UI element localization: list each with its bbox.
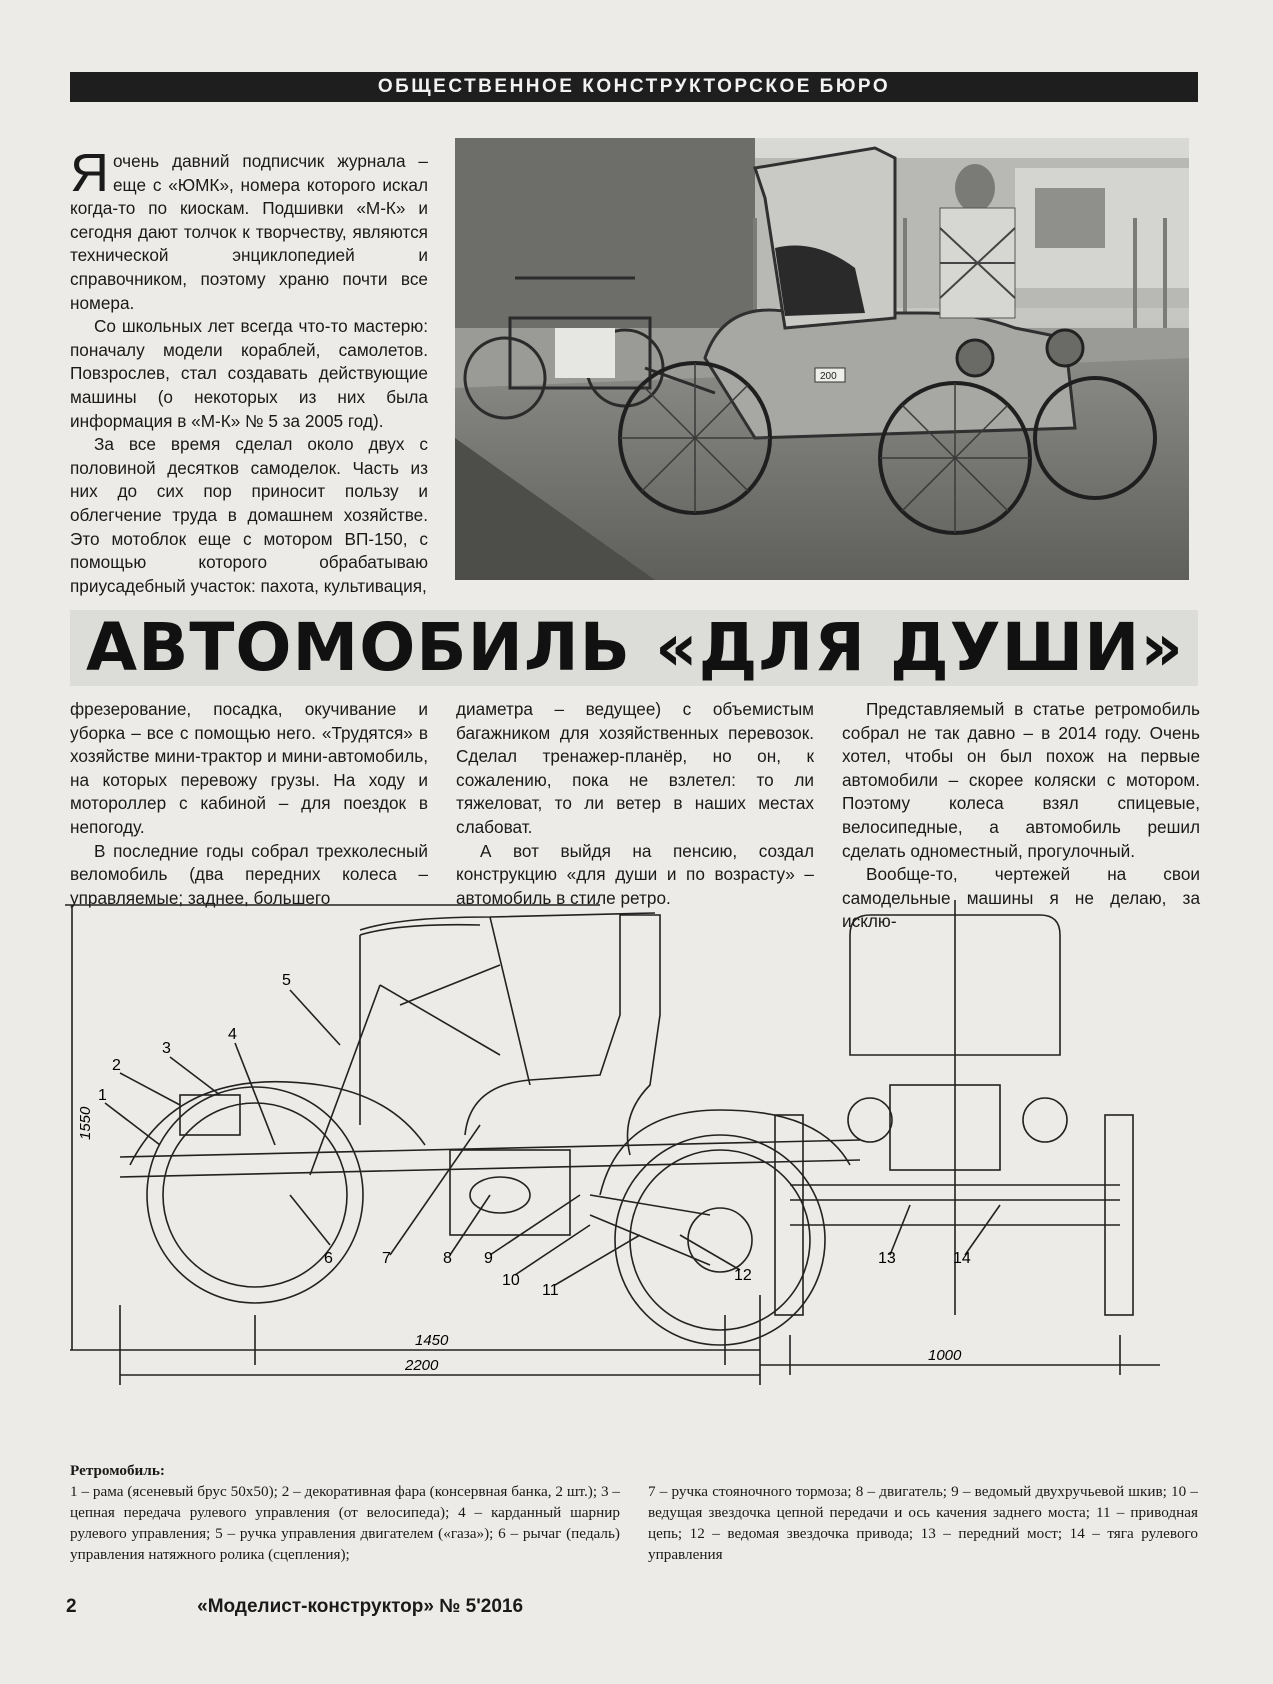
intro-paragraph-3: За все время сделал около двух с половиной десятков самоделок. Часть из них до сих пор приносит пользу и облегчение труда в домашнем хозяйстве. Это мотоблок еще с мотором ВП-150, с помощью которого обрабатываю приусадебный участок: пахота, культивация, bbox=[70, 434, 428, 596]
dim-wheelbase: 1450 bbox=[415, 1332, 449, 1349]
intro-column bbox=[70, 143, 428, 598]
callout-12: 12 bbox=[734, 1267, 752, 1284]
text-column-1 bbox=[70, 698, 428, 910]
callout-1: 1 bbox=[98, 1087, 107, 1104]
caption-heading: Ретромобиль: bbox=[70, 1462, 165, 1479]
footer bbox=[66, 1596, 523, 1618]
technical-drawing bbox=[60, 895, 1210, 1455]
callout-11: 11 bbox=[542, 1282, 559, 1299]
callout-2: 2 bbox=[112, 1057, 121, 1074]
page-number: 2 bbox=[66, 1596, 77, 1617]
callout-7: 7 bbox=[382, 1250, 391, 1267]
column2-paragraph-1: диаметра – ведущее) с объемистым багажником для хозяйственных перевозок. Сделал тренажер-планёр, но он, к сожалению, пока не взлетел: то ли тяжеловат, то ли ветер в наших местах слабоват. bbox=[456, 699, 814, 837]
drawing-svg bbox=[60, 895, 1210, 1455]
text-column-2 bbox=[456, 698, 814, 910]
retro-car-photo bbox=[455, 138, 1189, 580]
callout-14: 14 bbox=[953, 1250, 971, 1267]
column2-paragraph-2: А вот выйдя на пенсию, создал конструкцию «для души и по возрасту» – автомобиль в стиле ретро. bbox=[456, 840, 814, 908]
callout-6: 6 bbox=[324, 1250, 333, 1267]
caption-left-text: 1 – рама (ясеневый брус 50х50); 2 – декоративная фара (консервная банка, 2 шт.); 3 – цепная передача рулевого управления (от велосипеда); 4 – карданный шарнир рулевого управления; 5 – ручка управления двигателем («газа»); 6 – рычаг (педаль) управления натяжного ролика (сцепления); bbox=[70, 1483, 620, 1563]
column1-paragraph-2: В последние годы собрал трехколесный веломобиль (два передних колеса – управляемые; заднее, большего bbox=[70, 840, 428, 908]
article-title: АВТОМОБИЛЬ «ДЛЯ ДУШИ» bbox=[70, 610, 1198, 686]
column3-paragraph-2: Вообще-то, чертежей на свои самодельные машины я не делаю, за исклю- bbox=[842, 864, 1200, 932]
intro-paragraph-1: Яочень давний подписчик журнала – еще с «ЮМК», номера которого искал когда-то по киоскам. Подшивки «М-К» и сегодня дают толчок к творчеству, являются технической энциклопедией и справочником, поэтому храню почти все номера. bbox=[70, 143, 428, 313]
intro-paragraph-2: Со школьных лет всегда что-то мастерю: поначалу модели кораблей, самолетов. Повзрослев, стал создавать действующие машины (о некоторых из них была информация в «М-К» № 5 за 2005 год). bbox=[70, 316, 428, 431]
callout-13: 13 bbox=[878, 1250, 896, 1267]
column3-paragraph-1: Представляемый в статье ретромобиль собрал не так давно – в 2014 году. Очень хотел, чтобы он был похож на первые автомобили – скорее коляски с мотором. Поэтому колеса взял спицевые, велосипедные, а автомобиль решил сделать одноместный, прогулочный. bbox=[842, 699, 1200, 861]
photo-illustration bbox=[455, 138, 1189, 580]
caption-right: 7 – ручка стояночного тормоза; 8 – двигатель; 9 – ведомый двухручьевой шкив; 10 – ведущая звездочка цепной передачи и ось качения заднего моста; 11 – приводная цепь; 12 – ведомая звездочка привода; 13 – передний мост; 14 – тяга рулевого управления bbox=[648, 1483, 1198, 1563]
callout-9: 9 bbox=[484, 1250, 493, 1267]
plate-text: 200 bbox=[820, 371, 837, 382]
callout-3: 3 bbox=[162, 1040, 171, 1057]
callout-8: 8 bbox=[443, 1250, 452, 1267]
caption-left bbox=[70, 1460, 620, 1565]
dropcap: Я bbox=[70, 143, 109, 203]
dim-height: 1550 bbox=[77, 1106, 94, 1140]
magazine-issue: «Моделист-конструктор» № 5'2016 bbox=[197, 1596, 524, 1617]
column1-paragraph-1: фрезерование, посадка, окучивание и уборка – все с помощью него. «Трудятся» в хозяйстве мини-трактор и мини-автомобиль, на которых перевожу грузы. На ходу и мотороллер с кабиной – для поездок в непогоду. bbox=[70, 699, 428, 837]
callout-4: 4 bbox=[228, 1026, 237, 1043]
callout-5: 5 bbox=[282, 972, 291, 989]
dim-track: 1000 bbox=[928, 1347, 962, 1364]
section-header: ОБЩЕСТВЕННОЕ КОНСТРУКТОРСКОЕ БЮРО bbox=[70, 72, 1198, 102]
callout-10: 10 bbox=[502, 1272, 520, 1289]
dim-length: 2200 bbox=[405, 1357, 439, 1374]
